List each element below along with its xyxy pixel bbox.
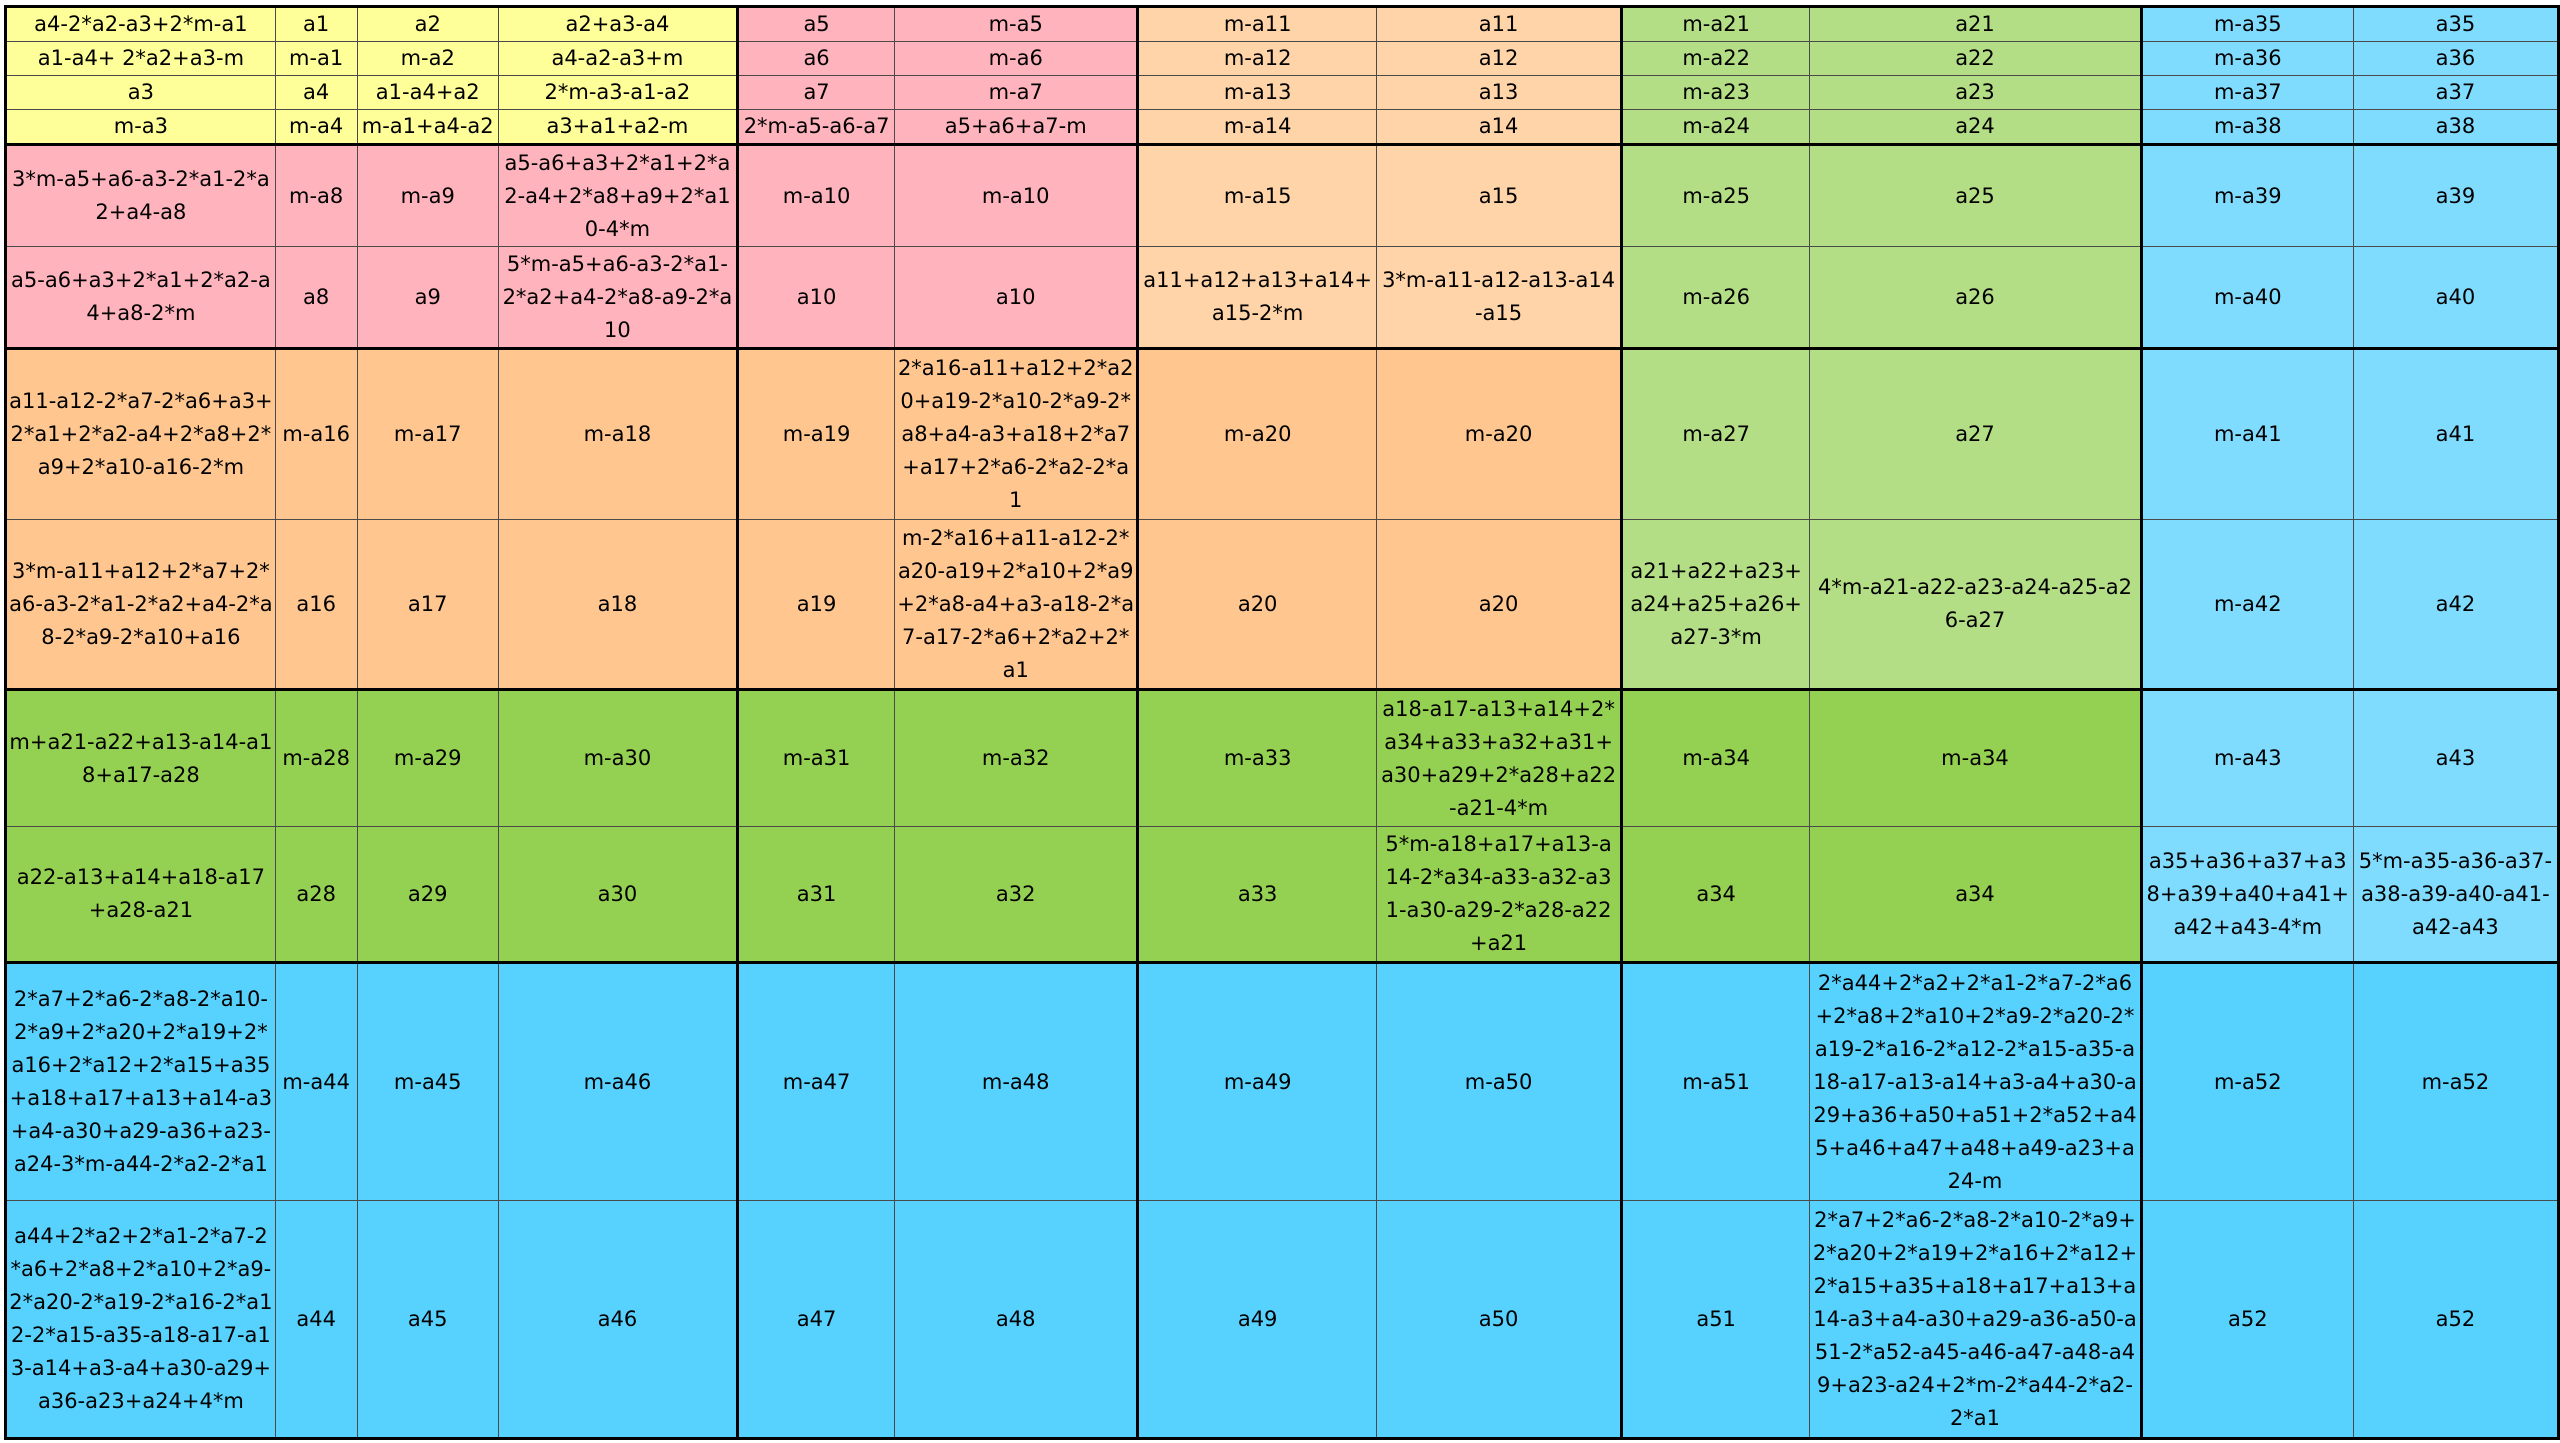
grid-cell[interactable]: m-a8	[275, 145, 357, 247]
grid-cell[interactable]: m-a24	[1622, 110, 1810, 145]
grid-cell[interactable]: m-a31	[737, 690, 894, 827]
grid-cell[interactable]: a27	[1810, 349, 2142, 520]
grid-cell[interactable]: a20	[1138, 520, 1377, 690]
grid-cell[interactable]: m-a25	[1622, 145, 1810, 247]
grid-cell[interactable]: m-a40	[2141, 247, 2353, 349]
grid-cell[interactable]: m-2*a16+a11-a12-2*a20-a19+2*a10+2*a9+2*a8-a4+a3-a18-2*a7-a17-2*a6+2*a2+2*a1	[895, 520, 1138, 690]
grid-cell[interactable]: a6	[737, 42, 894, 76]
grid-cell[interactable]: a44	[275, 1201, 357, 1439]
grid-cell[interactable]: a32	[895, 827, 1138, 963]
grid-cell[interactable]: a1-a4+ 2*a2+a3-m	[6, 42, 276, 76]
grid-row	[6, 520, 2559, 690]
grid-cell[interactable]: a42	[2353, 520, 2558, 690]
grid-cell[interactable]: m-a10	[895, 145, 1138, 247]
grid-cell[interactable]: 2*a7+2*a6-2*a8-2*a10-2*a9+2*a20+2*a19+2*a16+2*a12+2*a15+a35+a18+a17+a13+a14-a3+a4-a30+a29-a36-a50-a51-2*a52-a45-a46-a47-a48-a49+a23-a24+2*m-2*a44-2*a2-2*a1	[1810, 1201, 2142, 1439]
grid-cell[interactable]: m-a43	[2141, 690, 2353, 827]
grid-cell[interactable]: m-a3	[6, 110, 276, 145]
grid-cell[interactable]: a35+a36+a37+a38+a39+a40+a41+a42+a43-4*m	[2141, 827, 2353, 963]
grid-cell[interactable]: 3*m-a5+a6-a3-2*a1-2*a2+a4-a8	[6, 145, 276, 247]
grid-cell[interactable]: a3+a1+a2-m	[498, 110, 737, 145]
grid-cell[interactable]: m-a49	[1138, 963, 1377, 1201]
grid-cell[interactable]: m-a10	[737, 145, 894, 247]
grid-row	[6, 1201, 2559, 1439]
grid-cell[interactable]: m-a38	[2141, 110, 2353, 145]
grid-cell[interactable]: a35	[2353, 7, 2558, 42]
grid-cell[interactable]: m-a28	[275, 690, 357, 827]
grid-cell[interactable]: m-a5	[895, 7, 1138, 42]
grid-cell[interactable]: m-a34	[1810, 690, 2142, 827]
grid-cell[interactable]: a16	[275, 520, 357, 690]
grid-cell[interactable]: m-a12	[1138, 42, 1377, 76]
grid-cell[interactable]: m-a52	[2353, 963, 2558, 1201]
grid-cell[interactable]: a23	[1810, 76, 2142, 110]
grid-cell[interactable]: 3*m-a11-a12-a13-a14-a15	[1377, 247, 1622, 349]
grid-cell[interactable]: a11+a12+a13+a14+a15-2*m	[1138, 247, 1377, 349]
grid-row	[6, 690, 2559, 827]
grid-cell[interactable]: m-a7	[895, 76, 1138, 110]
grid-cell[interactable]: a11-a12-2*a7-2*a6+a3+2*a1+2*a2-a4+2*a8+2*a9+2*a10-a16-2*m	[6, 349, 276, 520]
grid-cell[interactable]: a11	[1377, 7, 1622, 42]
grid-row	[6, 349, 2559, 520]
grid-cell[interactable]: a10	[737, 247, 894, 349]
grid-cell[interactable]: a5-a6+a3+2*a1+2*a2-a4+2*a8+a9+2*a10-4*m	[498, 145, 737, 247]
grid-cell[interactable]: a51	[1622, 1201, 1810, 1439]
grid-cell[interactable]: a4-2*a2-a3+2*m-a1	[6, 7, 276, 42]
grid-cell[interactable]: m-a50	[1377, 963, 1622, 1201]
grid-cell[interactable]: m-a46	[498, 963, 737, 1201]
grid-cell[interactable]: 3*m-a11+a12+2*a7+2*a6-a3-2*a1-2*a2+a4-2*a8-2*a9-2*a10+a16	[6, 520, 276, 690]
grid-cell[interactable]: m-a33	[1138, 690, 1377, 827]
grid-cell[interactable]: a14	[1377, 110, 1622, 145]
grid-cell[interactable]: a2+a3-a4	[498, 7, 737, 42]
grid-cell[interactable]: a2	[357, 7, 498, 42]
grid-cell[interactable]: m+a21-a22+a13-a14-a18+a17-a28	[6, 690, 276, 827]
grid-cell[interactable]: a45	[357, 1201, 498, 1439]
grid-cell[interactable]: a1	[275, 7, 357, 42]
grid-cell[interactable]: m-a27	[1622, 349, 1810, 520]
grid-cell[interactable]: a18-a17-a13+a14+2*a34+a33+a32+a31+a30+a29+2*a28+a22-a21-4*m	[1377, 690, 1622, 827]
grid-cell[interactable]: a43	[2353, 690, 2558, 827]
grid-cell[interactable]: a22-a13+a14+a18-a17+a28-a21	[6, 827, 276, 963]
grid-cell[interactable]: a44+2*a2+2*a1-2*a7-2*a6+2*a8+2*a10+2*a9-2*a20-2*a19-2*a16-2*a12-2*a15-a35-a18-a17-a13-a14+a3-a4+a30-a29+a36-a23+a24+4*m	[6, 1201, 276, 1439]
grid-cell[interactable]: a25	[1810, 145, 2142, 247]
grid-cell[interactable]: a13	[1377, 76, 1622, 110]
grid-cell[interactable]: m-a36	[2141, 42, 2353, 76]
grid-cell[interactable]: m-a22	[1622, 42, 1810, 76]
grid-cell[interactable]: a12	[1377, 42, 1622, 76]
grid-cell[interactable]: m-a20	[1377, 349, 1622, 520]
spreadsheet-grid	[4, 5, 2560, 1440]
grid-cell[interactable]: a5	[737, 7, 894, 42]
grid-cell[interactable]: m-a6	[895, 42, 1138, 76]
grid-cell[interactable]: a22	[1810, 42, 2142, 76]
grid-cell[interactable]: a38	[2353, 110, 2558, 145]
grid-cell[interactable]: m-a19	[737, 349, 894, 520]
grid-cell[interactable]: 5*m-a5+a6-a3-2*a1-2*a2+a4-2*a8-a9-2*a10	[498, 247, 737, 349]
grid-cell[interactable]: m-a4	[275, 110, 357, 145]
grid-cell[interactable]: m-a26	[1622, 247, 1810, 349]
grid-cell[interactable]: 2*m-a5-a6-a7	[737, 110, 894, 145]
grid-cell[interactable]: a34	[1810, 827, 2142, 963]
grid-cell[interactable]: m-a41	[2141, 349, 2353, 520]
grid-cell[interactable]: m-a1+a4-a2	[357, 110, 498, 145]
grid-cell[interactable]: a8	[275, 247, 357, 349]
grid-cell[interactable]: a20	[1377, 520, 1622, 690]
grid-cell[interactable]: a49	[1138, 1201, 1377, 1439]
grid-row	[6, 827, 2559, 963]
grid-cell[interactable]: a3	[6, 76, 276, 110]
grid-cell[interactable]: a5-a6+a3+2*a1+2*a2-a4+a8-2*m	[6, 247, 276, 349]
grid-cell[interactable]: a52	[2353, 1201, 2558, 1439]
grid-cell[interactable]: m-a20	[1138, 349, 1377, 520]
grid-cell[interactable]: a10	[895, 247, 1138, 349]
grid-cell[interactable]: m-a18	[498, 349, 737, 520]
grid-cell[interactable]: a31	[737, 827, 894, 963]
grid-cell[interactable]: m-a11	[1138, 7, 1377, 42]
grid-cell[interactable]: a21	[1810, 7, 2142, 42]
grid-row	[6, 247, 2559, 349]
grid-cell[interactable]: a46	[498, 1201, 737, 1439]
grid-cell[interactable]: m-a37	[2141, 76, 2353, 110]
grid-cell[interactable]: m-a23	[1622, 76, 1810, 110]
grid-cell[interactable]: a50	[1377, 1201, 1622, 1439]
grid-cell[interactable]: a34	[1622, 827, 1810, 963]
grid-cell[interactable]: 2*a7+2*a6-2*a8-2*a10-2*a9+2*a20+2*a19+2*a16+2*a12+2*a15+a35+a18+a17+a13+a14-a3+a4-a30+a29-a36+a23-a24-3*m-a44-2*a2-2*a1	[6, 963, 276, 1201]
grid-cell[interactable]: 5*m-a18+a17+a13-a14-2*a34-a33-a32-a31-a30-a29-2*a28-a22+a21	[1377, 827, 1622, 963]
grid-cell[interactable]: m-a48	[895, 963, 1138, 1201]
grid-cell[interactable]: a41	[2353, 349, 2558, 520]
grid-cell[interactable]: a30	[498, 827, 737, 963]
grid-cell[interactable]: a24	[1810, 110, 2142, 145]
grid-cell[interactable]: a9	[357, 247, 498, 349]
grid-cell[interactable]: m-a44	[275, 963, 357, 1201]
grid-cell[interactable]: a48	[895, 1201, 1138, 1439]
grid-cell[interactable]: m-a42	[2141, 520, 2353, 690]
grid-cell[interactable]: m-a30	[498, 690, 737, 827]
grid-cell[interactable]: m-a16	[275, 349, 357, 520]
grid-cell[interactable]: m-a2	[357, 42, 498, 76]
grid-cell[interactable]: m-a45	[357, 963, 498, 1201]
grid-cell[interactable]: a33	[1138, 827, 1377, 963]
grid-row	[6, 76, 2559, 110]
grid-cell[interactable]: a40	[2353, 247, 2558, 349]
grid-cell[interactable]: a5+a6+a7-m	[895, 110, 1138, 145]
grid-cell[interactable]: m-a14	[1138, 110, 1377, 145]
grid-cell[interactable]: a17	[357, 520, 498, 690]
grid-cell[interactable]: m-a29	[357, 690, 498, 827]
grid-row	[6, 145, 2559, 247]
grid-cell[interactable]: a52	[2141, 1201, 2353, 1439]
grid-cell[interactable]: 2*a44+2*a2+2*a1-2*a7-2*a6+2*a8+2*a10+2*a9-2*a20-2*a19-2*a16-2*a12-2*a15-a35-a18-a17-a13-a14+a3-a4+a30-a29+a36+a50+a51+2*a52+a45+a46+a47+a48+a49-a23+a24-m	[1810, 963, 2142, 1201]
grid-cell[interactable]: a15	[1377, 145, 1622, 247]
grid-cell[interactable]: a37	[2353, 76, 2558, 110]
grid-cell[interactable]: m-a35	[2141, 7, 2353, 42]
grid-cell[interactable]: m-a17	[357, 349, 498, 520]
grid-cell[interactable]: a28	[275, 827, 357, 963]
grid-cell[interactable]: m-a32	[895, 690, 1138, 827]
grid-cell[interactable]: 4*m-a21-a22-a23-a24-a25-a26-a27	[1810, 520, 2142, 690]
grid-cell[interactable]: m-a39	[2141, 145, 2353, 247]
grid-cell[interactable]: a4	[275, 76, 357, 110]
grid-row	[6, 110, 2559, 145]
grid-cell[interactable]: a7	[737, 76, 894, 110]
grid-cell[interactable]: a47	[737, 1201, 894, 1439]
grid-cell[interactable]: 2*a16-a11+a12+2*a20+a19-2*a10-2*a9-2*a8+a4-a3+a18+2*a7+a17+2*a6-2*a2-2*a1	[895, 349, 1138, 520]
grid-cell[interactable]: 2*m-a3-a1-a2	[498, 76, 737, 110]
grid-cell[interactable]: a18	[498, 520, 737, 690]
grid-cell[interactable]: m-a34	[1622, 690, 1810, 827]
grid-row	[6, 42, 2559, 76]
grid-cell[interactable]: m-a47	[737, 963, 894, 1201]
grid-row	[6, 7, 2559, 42]
grid-cell[interactable]: m-a51	[1622, 963, 1810, 1201]
grid-cell[interactable]: a4-a2-a3+m	[498, 42, 737, 76]
grid-cell[interactable]: a21+a22+a23+a24+a25+a26+a27-3*m	[1622, 520, 1810, 690]
grid-cell[interactable]: m-a21	[1622, 7, 1810, 42]
grid-cell[interactable]: a29	[357, 827, 498, 963]
grid-cell[interactable]: m-a1	[275, 42, 357, 76]
grid-cell[interactable]: m-a52	[2141, 963, 2353, 1201]
grid-cell[interactable]: a19	[737, 520, 894, 690]
grid-cell[interactable]: 5*m-a35-a36-a37-a38-a39-a40-a41-a42-a43	[2353, 827, 2558, 963]
grid-cell[interactable]: a36	[2353, 42, 2558, 76]
grid-cell[interactable]: m-a9	[357, 145, 498, 247]
grid-row	[6, 963, 2559, 1201]
grid-cell[interactable]: a26	[1810, 247, 2142, 349]
grid-cell[interactable]: m-a15	[1138, 145, 1377, 247]
grid-cell[interactable]: a1-a4+a2	[357, 76, 498, 110]
grid-body	[6, 7, 2559, 1439]
grid-cell[interactable]: a39	[2353, 145, 2558, 247]
grid-cell[interactable]: m-a13	[1138, 76, 1377, 110]
